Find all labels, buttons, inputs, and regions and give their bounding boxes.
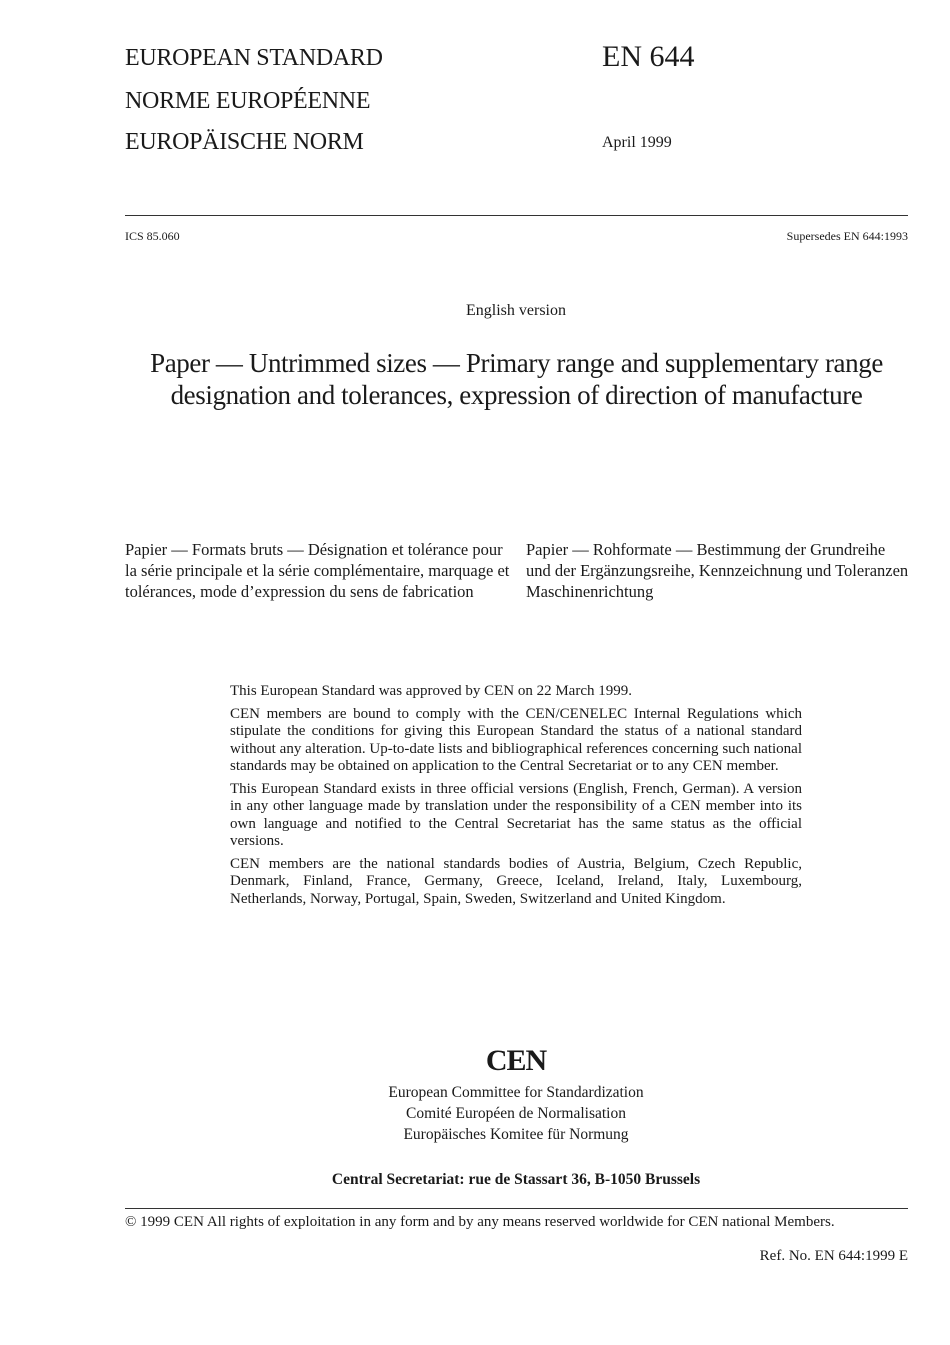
note-compliance: CEN members are bound to comply with the CEN/CENELEC Internal Regulations which stipulate the conditions for giving this European Standard the status of a national standard without any alteration. Up-to-date lists and bibliographical references concerning such national standards may be obtained on application to the Central Secretariat or to any CEN member. [230,705,802,774]
org-name-fr: Comité Européen de Normalisation [406,1105,626,1122]
standard-label-fr: NORME EUROPÉENNE [125,88,371,114]
bottom-divider [125,1208,908,1209]
standard-number: EN 644 [602,40,695,73]
secretariat-address: Central Secretariat: rue de Stassart 36, B-1050 Brussels [331,1171,701,1188]
supersedes-note: Supersedes EN 644:1993 [786,229,908,243]
document-title: Paper — Untrimmed sizes — Primary range and supplementary range designation and tolerances, expression of direction of manufacture [150,348,883,410]
copyright-notice: © 1999 CEN All rights of exploitation in any form and by any means reserved worldwide for CEN national Members. [125,1214,835,1230]
org-name-de: Europäisches Komitee für Normung [403,1126,629,1143]
standard-label-de: EUROPÄISCHE NORM [125,129,364,155]
note-versions: This European Standard exists in three official versions (English, French, German). A version in any other language made by translation under the responsibility of a CEN member into its own language and notified to the Central Secretariat has the same status as the official versions. [230,780,802,849]
approval-notes [230,683,802,913]
note-approval: This European Standard was approved by CEN on 22 March 1999. [230,683,632,699]
german-title: Papier — Rohformate — Bestimmung der Grundreihe und der Ergänzungsreihe, Kennzeichnung und Toleranzen Maschinenrichtung [526,540,909,601]
version-label: English version [466,302,566,319]
org-name-en: European Committee for Standardization [388,1084,644,1101]
cen-logo: CEN [485,1044,547,1077]
top-divider [125,215,908,216]
note-members: CEN members are the national standards bodies of Austria, Belgium, Czech Republic, Denmark, Finland, France, Germany, Greece, Iceland, Ireland, Italy, Luxembourg, Netherlands, Norway, Portugal, Spain, Sweden, Switzerland and United Kingdom. [230,855,802,907]
standard-label-en: EUROPEAN STANDARD [125,45,383,71]
ics-code: ICS 85.060 [125,229,180,243]
french-title: Papier — Formats bruts — Désignation et tolérance pour la série principale et la série complémentaire, marquage et tolérances, mode d’expression du sens de fabrication [125,540,510,601]
reference-number: Ref. No. EN 644:1999 E [759,1248,908,1264]
publication-date: April 1999 [602,134,672,151]
